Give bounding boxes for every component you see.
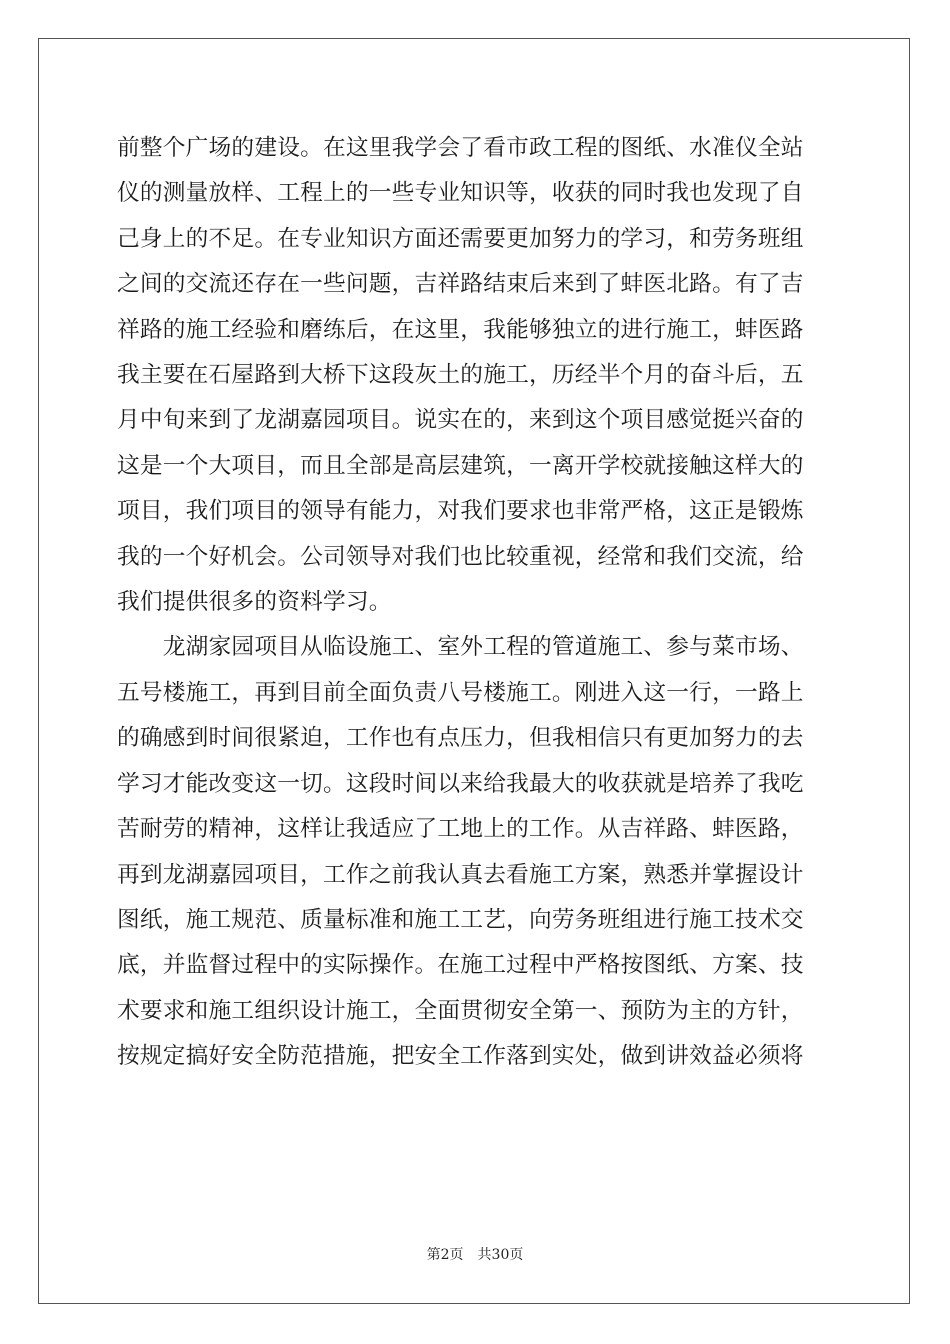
text-line: 前整个广场的建设。在这里我学会了看市政工程的图纸、水准仪全站: [117, 135, 804, 161]
text-line: 己身上的不足。在专业知识方面还需要更加努力的学习，和劳务班组: [117, 225, 804, 252]
text-line: 五号楼施工，再到目前全面负责八号楼施工。刚进入这一行，一路上: [117, 679, 804, 706]
text-line: 学习才能改变这一切。这段时间以来给我最大的收获就是培养了我吃: [117, 770, 804, 797]
text-line: 再到龙湖嘉园项目，工作之前我认真去看施工方案，熟悉并掌握设计: [117, 861, 804, 888]
paragraph-2: [117, 625, 837, 1079]
text-line: 按规定搞好安全防范措施，把安全工作落到实处，做到讲效益必须将: [117, 1043, 804, 1070]
text-line: 月中旬来到了龙湖嘉园项目。说实在的，来到这个项目感觉挺兴奋的: [117, 407, 804, 434]
text-line: 项目，我们项目的领导有能力，对我们要求也非常严格，这正是锻炼: [117, 498, 804, 525]
text-line: 祥路的施工经验和磨练后，在这里，我能够独立的进行施工，蚌医路: [117, 316, 804, 343]
text-line: 的确感到时间很紧迫，工作也有点压力，但我相信只有更加努力的去: [117, 725, 804, 752]
document-body: [117, 126, 837, 1080]
text-line: 龙湖家园项目从临设施工、室外工程的管道施工、参与菜市场、: [117, 634, 804, 661]
text-line: 苦耐劳的精神，这样让我适应了工地上的工作。从吉祥路、蚌医路，: [117, 816, 804, 843]
text-line: 之间的交流还存在一些问题，吉祥路结束后来到了蚌医北路。有了吉: [117, 271, 804, 298]
text-line: 我主要在石屋路到大桥下这段灰土的施工，历经半个月的奋斗后，五: [117, 362, 804, 389]
current-page-number: 第2页: [426, 1247, 464, 1263]
text-line: 这是一个大项目，而且全部是高层建筑，一离开学校就接触这样大的: [117, 452, 804, 479]
text-line: 我们提供很多的资料学习。: [117, 589, 392, 616]
paragraph-1: [117, 126, 837, 625]
text-line: 我的一个好机会。公司领导对我们也比较重视，经常和我们交流，给: [117, 543, 804, 570]
text-line: 图纸，施工规范、质量标准和施工工艺，向劳务班组进行施工技术交: [117, 906, 804, 933]
text-line: 底，并监督过程中的实际操作。在施工过程中严格按图纸、方案、技: [117, 952, 804, 979]
text-line: 仪的测量放样、工程上的一些专业知识等，收获的同时我也发现了自: [117, 180, 804, 207]
total-pages-count: 共30页: [477, 1247, 524, 1263]
text-line: 术要求和施工组织设计施工，全面贯彻安全第一、预防为主的方针，: [117, 997, 804, 1024]
page-footer: [0, 1244, 950, 1264]
